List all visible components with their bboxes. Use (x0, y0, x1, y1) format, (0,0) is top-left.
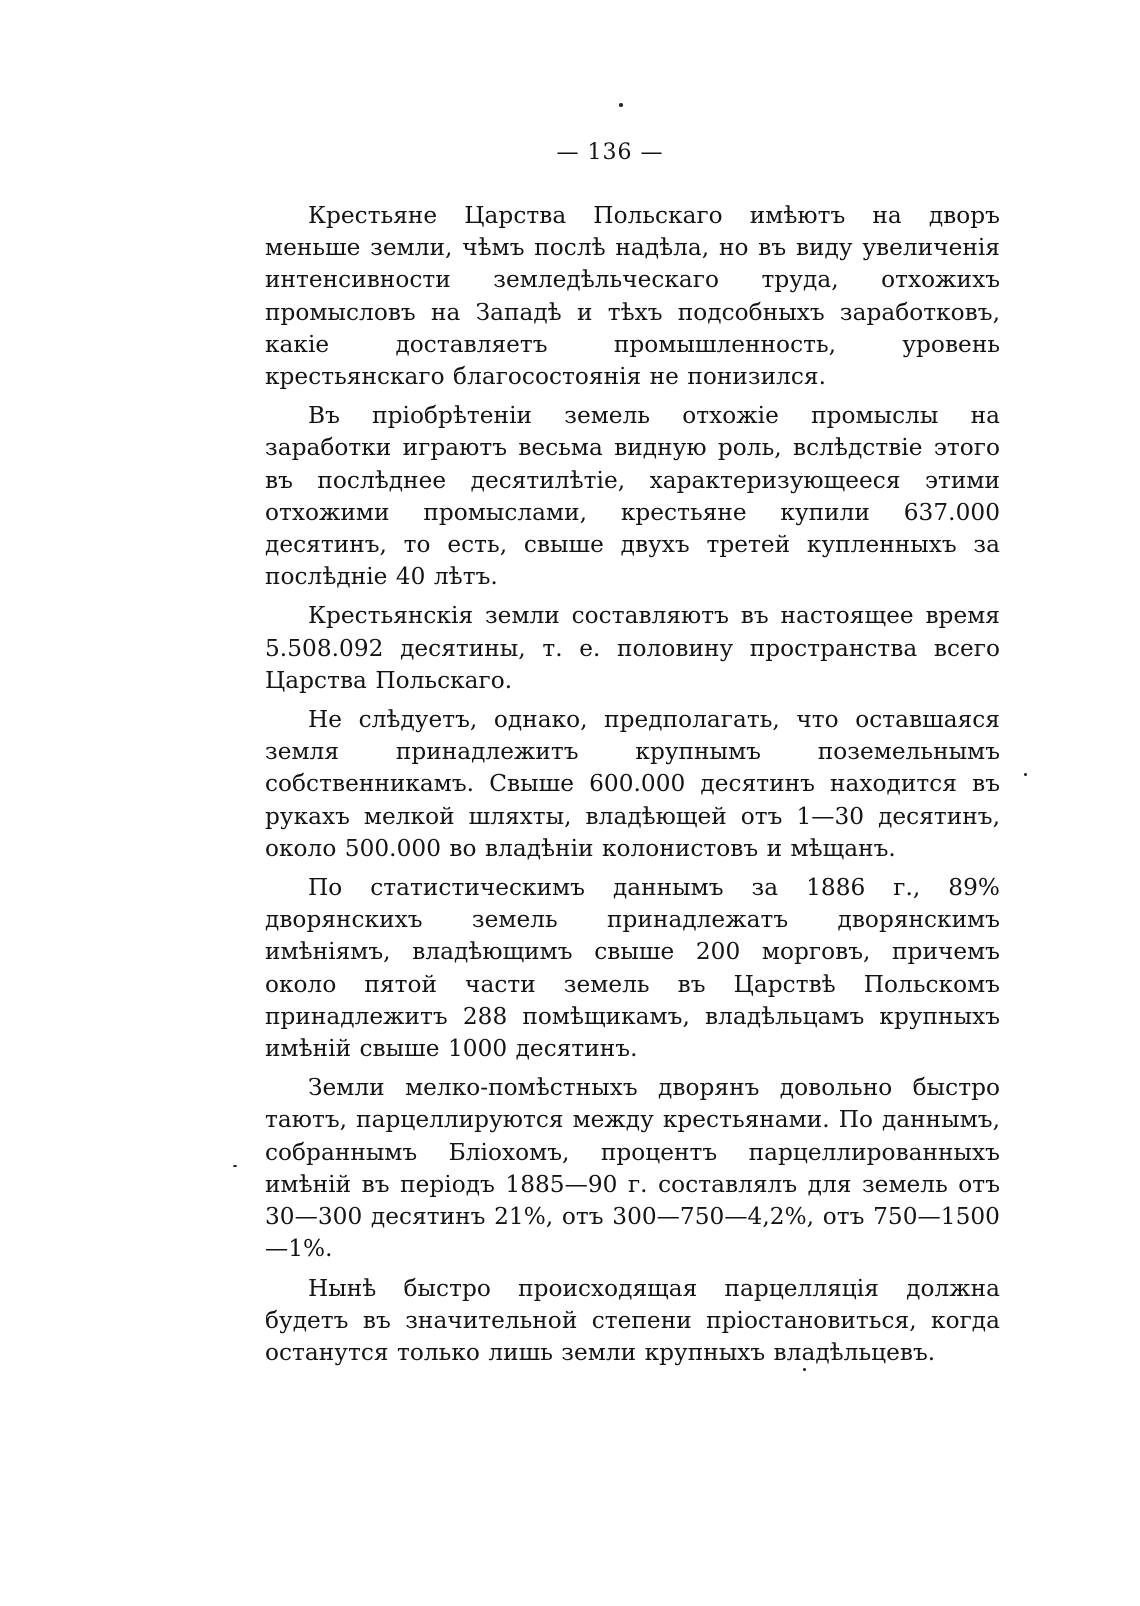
scan-speck (619, 103, 623, 107)
paragraph: Крестьяне Царства Польскаго имѣютъ на дворъ меньше земли, чѣмъ послѣ надѣла, но въ виду увеличенія интенсивности земледѣльческаго труда, отхожихъ промысловъ на Западѣ и тѣхъ подсобныхъ заработковъ, какіе доставляетъ промышленность, уровень крестьянскаго благосостоянія не понизился. (265, 202, 1000, 391)
scan-speck (233, 1165, 237, 1167)
body-text (265, 200, 1000, 1376)
paragraph: Земли мелко-помѣстныхъ дворянъ довольно быстро таютъ, парцеллируются между крестьянами. По даннымъ, собраннымъ Бліохомъ, процентъ парцеллированныхъ имѣній въ періодъ 1885—90 г. составлялъ для земель отъ 30—300 десятинъ 21%, отъ 300—750—4,2%, отъ 750—1500—1%. (265, 1074, 1000, 1263)
paragraph: Въ пріобрѣтеніи земель отхожіе промыслы на заработки играютъ весьма видную роль, вслѣдствіе этого въ послѣднее десятилѣтіе, характеризующееся этими отхожими промыслами, крестьяне купили 637.000 десятинъ, то есть, свыше двухъ третей купленныхъ за послѣдніе 40 лѣтъ. (265, 402, 1000, 591)
paragraph: Нынѣ быстро происходящая парцелляція должна будетъ въ значительной степени пріостановиться, когда останутся только лишь земли крупныхъ владѣльцевъ. (265, 1274, 1000, 1366)
paragraph: По статистическимъ даннымъ за 1886 г., 89% дворянскихъ земель принадлежатъ дворянскимъ имѣніямъ, владѣющимъ свыше 200 морговъ, причемъ около пятой части земель въ Царствѣ Польскомъ принадлежитъ 288 помѣщикамъ, владѣльцамъ крупныхъ имѣній свыше 1000 десятинъ. (265, 874, 1000, 1063)
paragraph: Крестьянскія земли составляютъ въ настоящее время 5.508.092 десятины, т. е. половину пространства всего Царства Польскаго. (265, 602, 1000, 694)
page-number: — 136 — (556, 140, 664, 165)
scan-speck (1024, 773, 1027, 776)
paragraph: Не слѣдуетъ, однако, предполагать, что оставшаяся земля принадлежитъ крупнымъ поземельнымъ собственникамъ. Свыше 600.000 десятинъ находится въ рукахъ мелкой шляхты, владѣющей отъ 1—30 десятинъ, около 500.000 во владѣніи колонистовъ и мѣщанъ. (265, 706, 1000, 862)
